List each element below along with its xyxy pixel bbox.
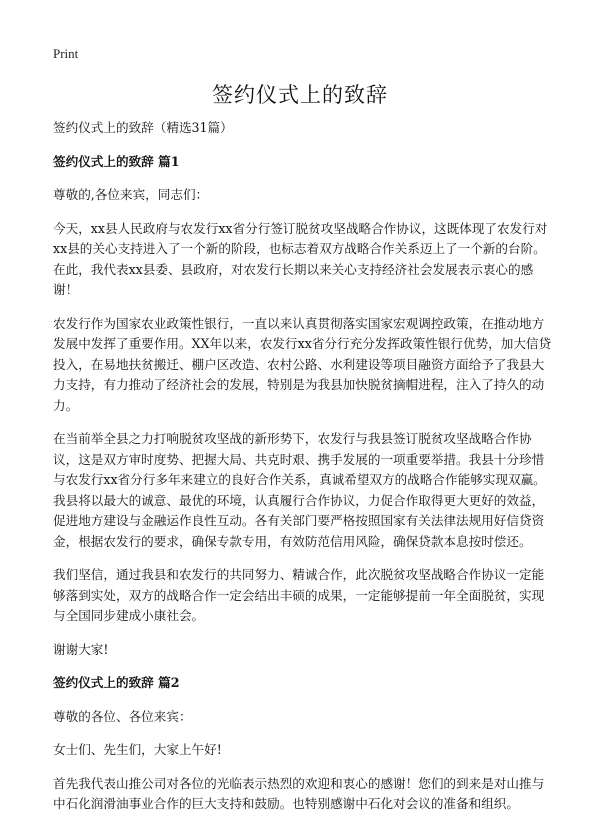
paragraph: 在当前举全县之力打响脱贫攻坚战的新形势下，农发行与我县签订脱贫攻坚战略合作协议，这是双方审时度势、把握大局、共克时艰、携手发展的一项重要举措。我县十分珍惜与农发行xx省分行多年来建立的良好合作关系，真诚希望双方的战略合作能够实现双赢。我县将以最大的诚意、最优的环境，认真履行合作协议，力促合作取得更大更好的效益，促进地方建设与金融运作良性互动。各有关部门要严格按照国家有关法律法规用好信贷资金，根据农发行的要求，确保专款专用，有效防范信用风险，确保贷款本息按时偿还。 [53,431,546,549]
page-title: 签约仪式上的致辞 [212,83,388,107]
paragraph: 尊敬的各位、各位来宾： [53,708,192,724]
paragraph: 尊敬的,各位来宾，同志们： [53,187,209,202]
section-heading-1: 签约仪式上的致辞 篇1 [53,153,180,169]
paragraph: 首先我代表山推公司对各位的光临表示热烈的欢迎和衷心的感谢！您们的到来是对山推与中石化润滑油事业合作的巨大支持和鼓励。也特别感谢中石化对会议的准备和组织。 [53,775,545,811]
paragraph: 今天，xx县人民政府与农发行xx省分行签订脱贫攻坚战略合作协议，这既体现了农发行对xx县的关心支持进入了一个新的阶段，也标志着双方战略合作关系迈上了一个新的台阶。在此，我代表xx县委、县政府，对农发行长期以来关心支持经济社会发展表示衷心的感谢！ [53,220,548,297]
paragraph: 我们坚信，通过我县和农发行的共同努力、精诚合作，此次脱贫攻坚战略合作协议一定能够落到实处，双方的战略合作一定会结出丰硕的成果，一定能够提前一年全面脱贫，实现与全国同步建成小康社会。 [53,567,545,623]
print-link[interactable]: Print [53,46,79,61]
section-heading-2: 签约仪式上的致辞 篇2 [53,675,180,690]
paragraph: 农发行作为国家农业政策性银行，一直以来认真贯彻落实国家宏观调控政策，在推动地方发展中发挥了重要作用。XX年以来，农发行xx省分行充分发挥政策性银行优势，加大信贷投入，在易地扶贫搬迁、棚户区改造、农村公路、水利建设等项目融资方面给予了我县大力支持，有力推动了经济社会的发展，特别是为我县加快脱贫摘帽进程，注入了持久的动力。 [53,315,552,413]
paragraph: 女士们、先生们，大家上午好! [53,742,222,757]
document-subtitle: 签约仪式上的致辞（精选31篇） [53,120,233,135]
paragraph: 谢谢大家! [53,641,109,657]
document-body [53,118,553,828]
